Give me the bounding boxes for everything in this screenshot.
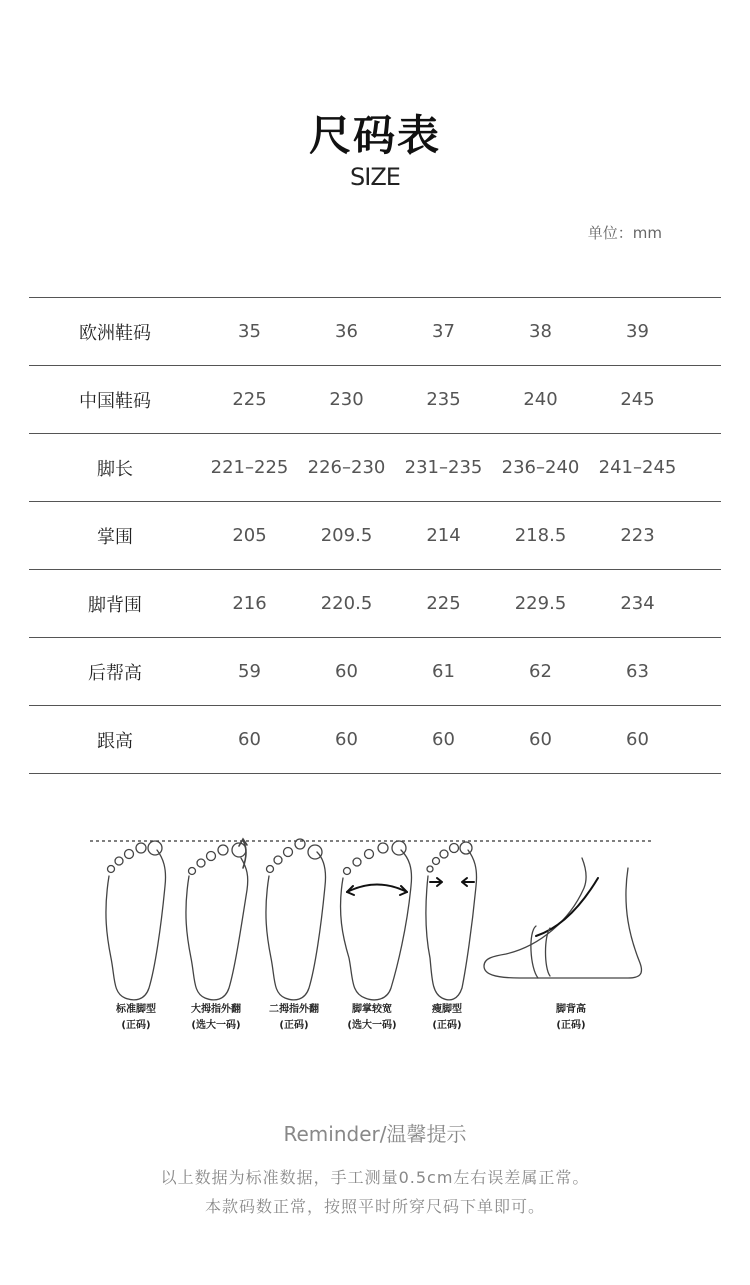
table-cell: 63: [626, 661, 649, 682]
table-cell: 245: [620, 389, 655, 410]
row-label: 脚长: [97, 458, 133, 480]
row-label: 脚背围: [88, 594, 142, 616]
table-cell: 225: [426, 593, 461, 614]
high-instep-foot-icon: [484, 858, 642, 978]
foot-type-label: [521, 1002, 621, 1034]
table-cell: 220.5: [320, 593, 373, 614]
foot-type-note: (正码): [279, 1020, 309, 1031]
foot-type-name: 标准脚型: [116, 1004, 156, 1015]
table-cell: 60: [335, 661, 358, 682]
table-cell: 230: [329, 389, 364, 410]
row-label: 中国鞋码: [79, 390, 151, 412]
table-cell: 229.5: [514, 593, 567, 614]
table-cell: 218.5: [514, 525, 567, 546]
second-toe-foot-icon: [266, 839, 326, 1000]
foot-type-name: 二拇指外翻: [269, 1004, 319, 1015]
table-row: [29, 366, 721, 434]
table-row: [29, 638, 721, 706]
table-cell: 61: [432, 661, 455, 682]
table-cell: 60: [529, 729, 552, 750]
table-cell: 221–225: [210, 457, 289, 478]
wide-foot-icon: [341, 841, 412, 1000]
table-cell: 234: [620, 593, 655, 614]
foot-type-note: (正码): [432, 1020, 462, 1031]
table-row: [29, 706, 721, 774]
table-row: [29, 502, 721, 570]
table-cell: 240: [523, 389, 558, 410]
table-cell: 223: [620, 525, 655, 546]
size-table: [29, 297, 721, 774]
table-cell: 60: [432, 729, 455, 750]
reminder-line: 以上数据为标准数据，手工测量0.5cm左右误差属正常。: [160, 1168, 590, 1187]
table-cell: 214: [426, 525, 461, 546]
foot-type-name: 大拇指外翻: [191, 1004, 241, 1015]
table-cell: 35: [238, 321, 261, 342]
table-cell: 236–240: [501, 457, 580, 478]
table-cell: 37: [432, 321, 455, 342]
table-cell: 225: [232, 389, 267, 410]
reminder-line: 本款码数正常，按照平时所穿尺码下单即可。: [204, 1197, 545, 1216]
foot-type-name: 瘦脚型: [432, 1004, 462, 1015]
table-cell: 62: [529, 661, 552, 682]
table-cell: 241–245: [598, 457, 677, 478]
foot-type-note: (选大一码): [191, 1020, 241, 1031]
table-row: [29, 570, 721, 638]
standard-foot-icon: [106, 841, 166, 1000]
row-label: 欧洲鞋码: [79, 322, 151, 344]
foot-type-label: [397, 1002, 497, 1034]
table-row: [29, 298, 721, 366]
table-cell: 205: [232, 525, 267, 546]
table-row: [29, 434, 721, 502]
table-cell: 36: [335, 321, 358, 342]
row-label: 后帮高: [88, 662, 142, 684]
unit-label: 单位：mm: [587, 224, 662, 242]
page-subtitle: SIZE: [350, 163, 400, 191]
foot-type-name: 脚掌较宽: [352, 1004, 392, 1015]
table-cell: 60: [238, 729, 261, 750]
foot-type-note: (正码): [121, 1020, 151, 1031]
table-cell: 39: [626, 321, 649, 342]
table-cell: 60: [335, 729, 358, 750]
bunion-foot-icon: [186, 839, 248, 1000]
row-label: 掌围: [97, 526, 133, 548]
foot-type-name: 脚背高: [556, 1004, 586, 1015]
table-cell: 216: [232, 593, 267, 614]
foot-type-note: (选大一码): [347, 1020, 397, 1031]
table-cell: 209.5: [320, 525, 373, 546]
table-cell: 38: [529, 321, 552, 342]
table-cell: 235: [426, 389, 461, 410]
page-title: 尺码表: [308, 111, 441, 160]
table-cell: 59: [238, 661, 261, 682]
table-cell: 60: [626, 729, 649, 750]
table-cell: 226–230: [307, 457, 386, 478]
table-cell: 231–235: [404, 457, 483, 478]
row-label: 跟高: [97, 730, 133, 752]
narrow-foot-icon: [426, 842, 477, 1000]
reminder-title: Reminder/温馨提示: [283, 1122, 467, 1146]
foot-type-note: (正码): [556, 1020, 586, 1031]
